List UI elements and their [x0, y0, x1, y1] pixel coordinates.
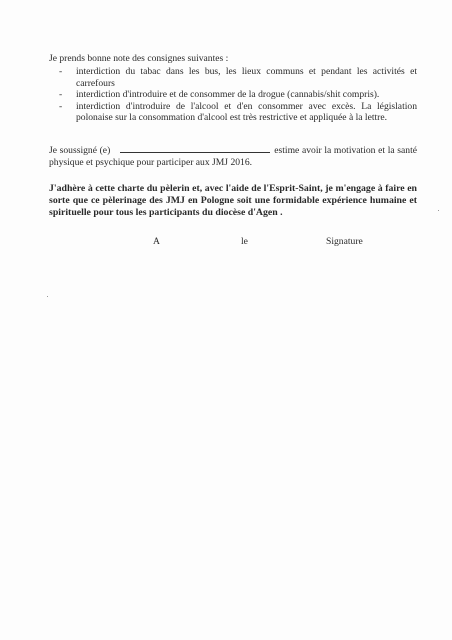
bullet-dash: - — [59, 100, 63, 112]
attestation-prefix: Je soussigné (e) — [49, 145, 111, 156]
bullet-dash: - — [59, 66, 63, 77]
list-item — [49, 101, 417, 124]
charter-commitment: J'adhère à cette charte du pèlerin et, avec l'aide de l'Esprit-Saint, je m'engage à faire en sorte que ce pèlerinage des JMJ en Pologne soit une formidable expérience humaine et spirituelle pour tous les participants du diocèse d'Agen . — [49, 183, 417, 218]
list-item — [49, 89, 417, 101]
intro-text: Je prends bonne note des consignes suivantes : — [49, 53, 229, 64]
rule-tobacco: interdiction du tabac dans les bus, les lieux communs et pendant les activités et carrefours — [76, 66, 417, 89]
list-item — [49, 66, 417, 89]
scan-speck — [438, 210, 439, 211]
scan-speck — [47, 296, 48, 297]
attestation-paragraph — [49, 144, 417, 169]
attestation-suffix: estime avoir la motivation et la santé physique et psychique pour participer aux JMJ 2016. — [49, 145, 417, 168]
bullet-dash: - — [59, 89, 63, 101]
place-label: A — [153, 236, 160, 247]
rules-list — [49, 66, 417, 124]
signature-label: Signature — [326, 236, 363, 247]
date-label: le — [241, 236, 248, 247]
name-blank-line[interactable] — [120, 144, 270, 153]
rule-alcohol: interdiction d'introduire de l'alcool et d'en consommer avec excès. La législation polonaise sur la consommation d'alcool est très restrictive et appliquée à la lettre. — [76, 100, 417, 124]
rule-drugs: interdiction d'introduire et de consommer de la drogue (cannabis/shit compris). — [76, 89, 380, 101]
